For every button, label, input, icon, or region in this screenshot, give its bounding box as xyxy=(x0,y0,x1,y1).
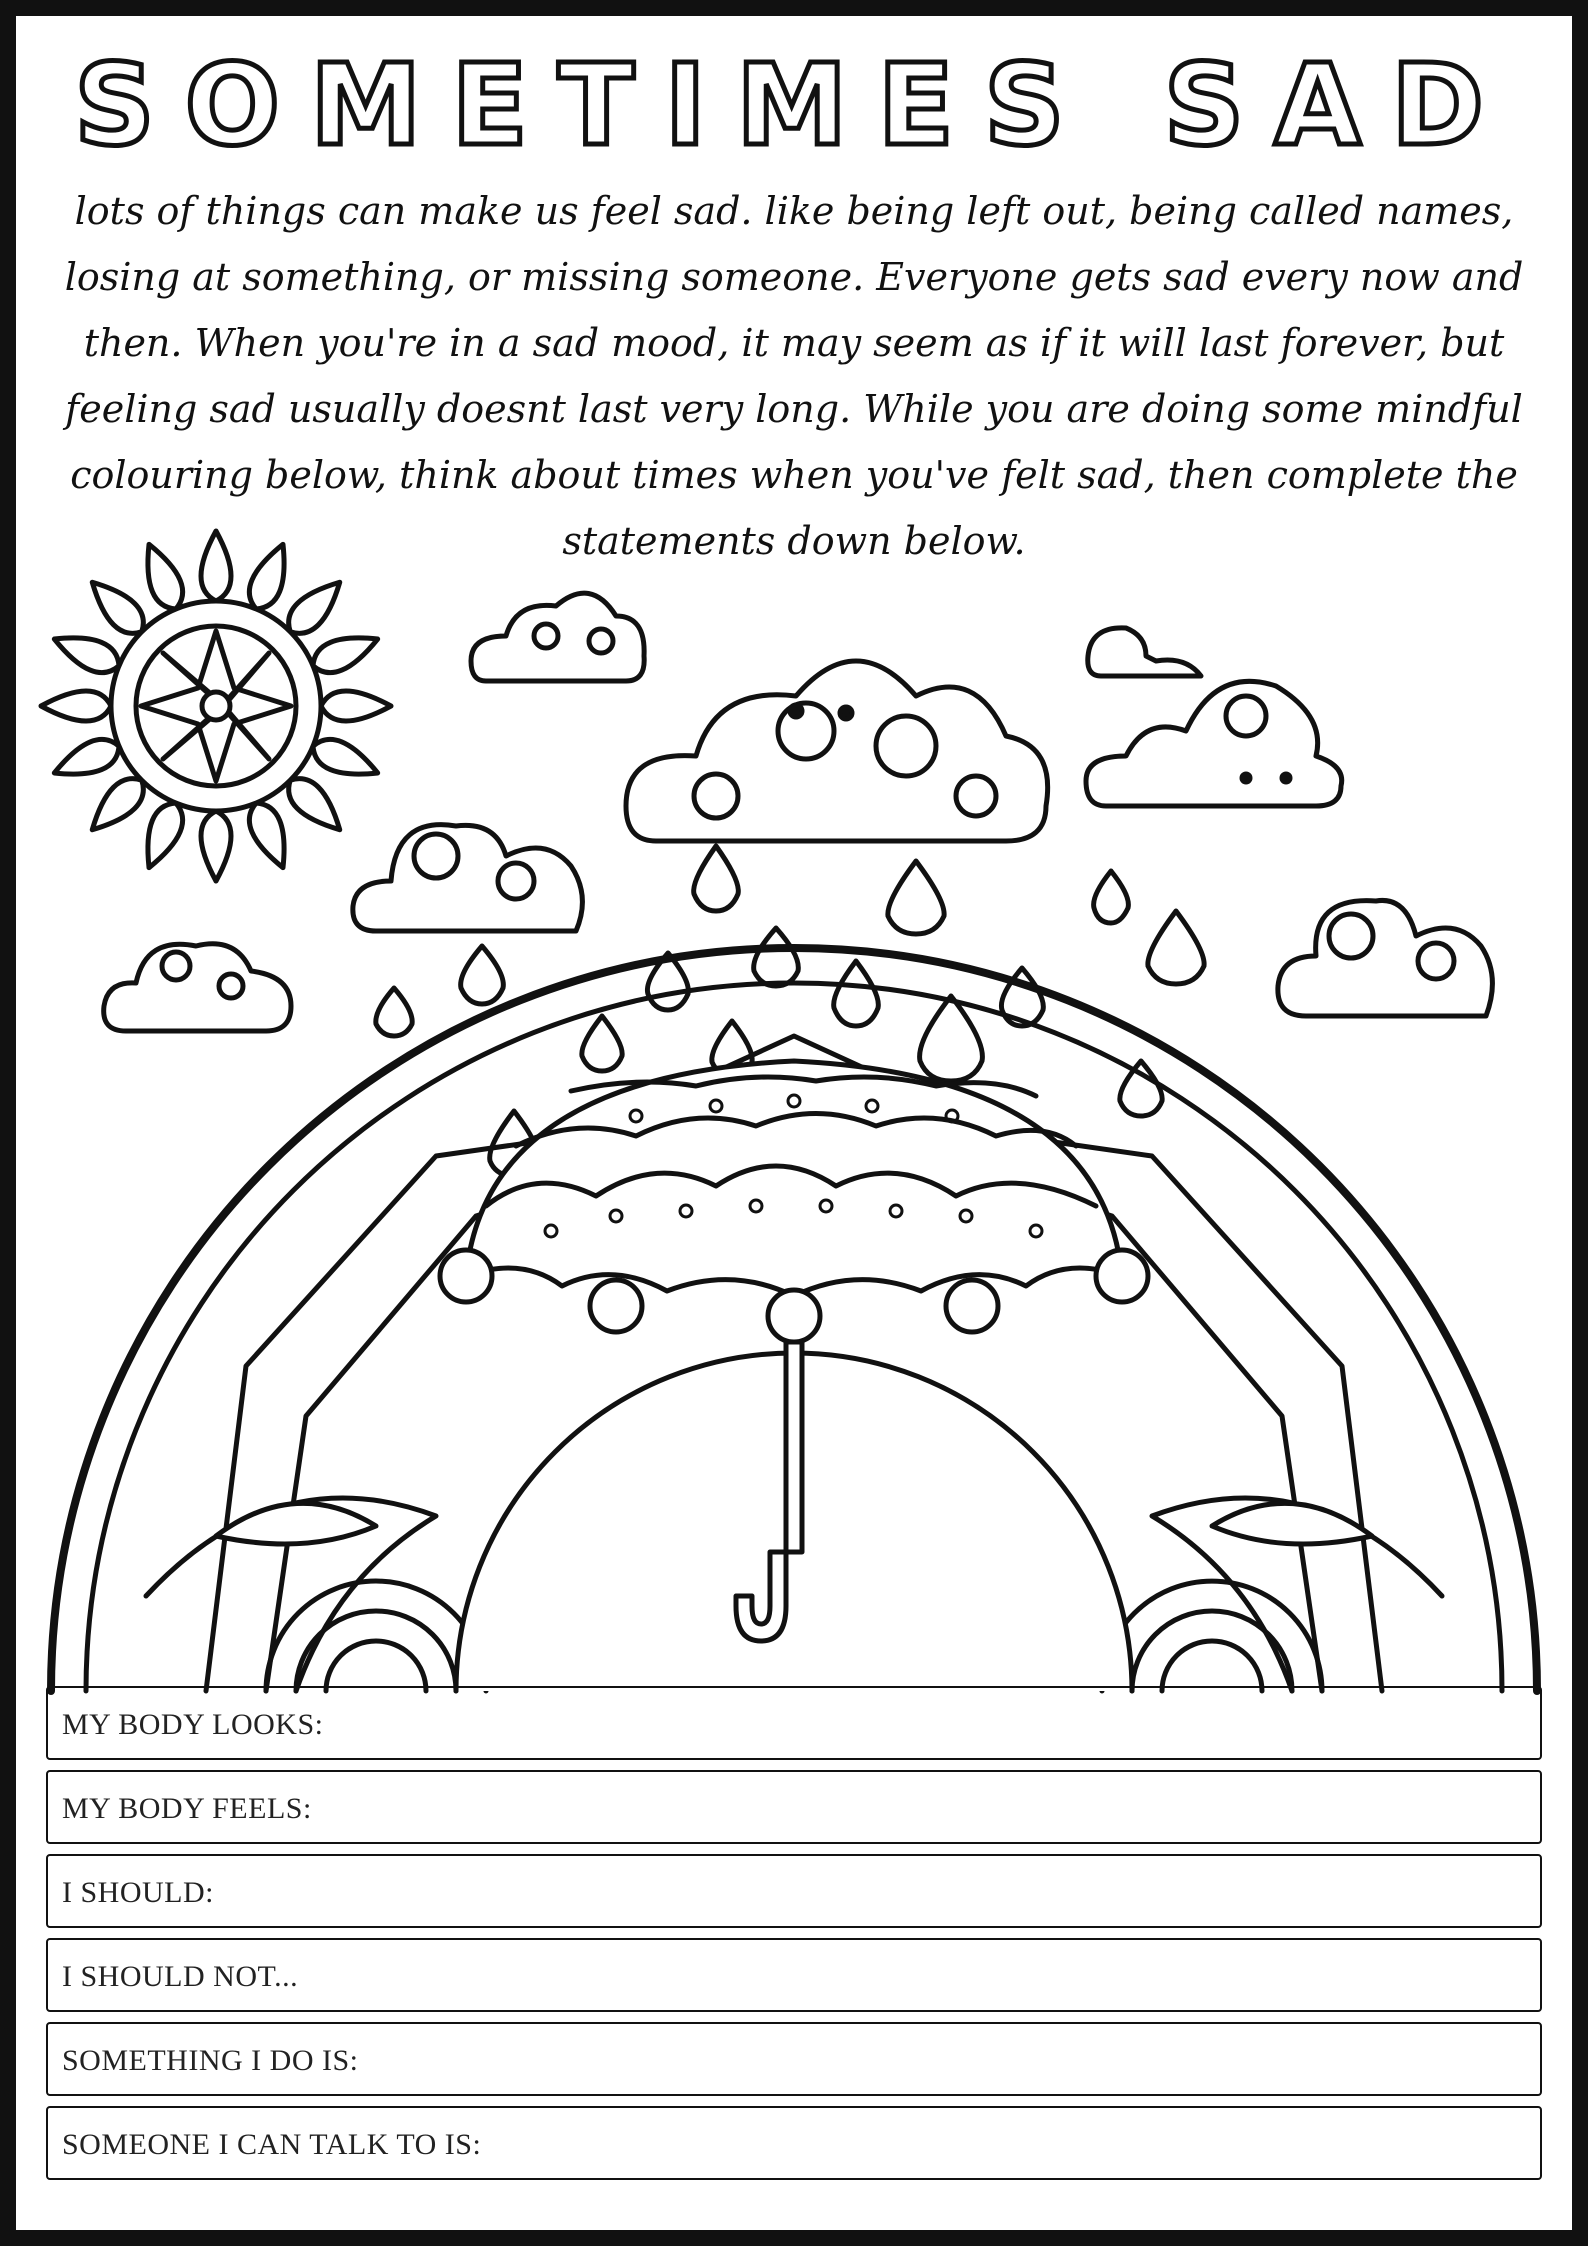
intro-paragraph: lots of things can make us feel sad. like being left out, being called names, losing at something, or missing someone. Everyone gets sad every now and then. When you're in a sad mood, it may seem as if it will last forever, but feeling sad usually doesnt last very long. While you are doing some mindful colouring below, think about times when you've felt sad, then complete the statements down below. xyxy=(64,189,1524,563)
worksheet-page xyxy=(16,16,1572,2230)
statement-label: SOMETHING I DO IS: xyxy=(62,2044,359,2077)
sad-cloud-icon xyxy=(1088,628,1201,676)
sad-cloud-icon xyxy=(353,825,583,931)
sad-cloud-icon xyxy=(626,661,1048,841)
colouring-illustration xyxy=(16,516,1572,1716)
statement-label: SOMEONE I CAN TALK TO IS: xyxy=(62,2128,482,2161)
sad-cloud-icon xyxy=(1278,900,1493,1016)
statement-label: I SHOULD NOT... xyxy=(62,1960,299,1993)
sad-cloud-icon xyxy=(104,944,291,1031)
statement-row[interactable] xyxy=(46,1938,1542,2012)
statement-row[interactable] xyxy=(46,1770,1542,1844)
statement-list xyxy=(46,1686,1542,2190)
statement-row[interactable] xyxy=(46,2022,1542,2096)
statement-label: MY BODY LOOKS: xyxy=(62,1708,324,1741)
statement-row[interactable] xyxy=(46,1854,1542,1928)
statement-row[interactable] xyxy=(46,2106,1542,2180)
statement-row[interactable] xyxy=(46,1686,1542,1760)
statement-label: MY BODY FEELS: xyxy=(62,1792,312,1825)
sun-mandala-icon xyxy=(41,531,391,881)
sad-cloud-icon xyxy=(471,593,644,681)
sad-cloud-icon xyxy=(1086,681,1342,806)
statement-label: I SHOULD: xyxy=(62,1876,214,1909)
page-title: SOMETIMES SAD xyxy=(74,41,1514,171)
